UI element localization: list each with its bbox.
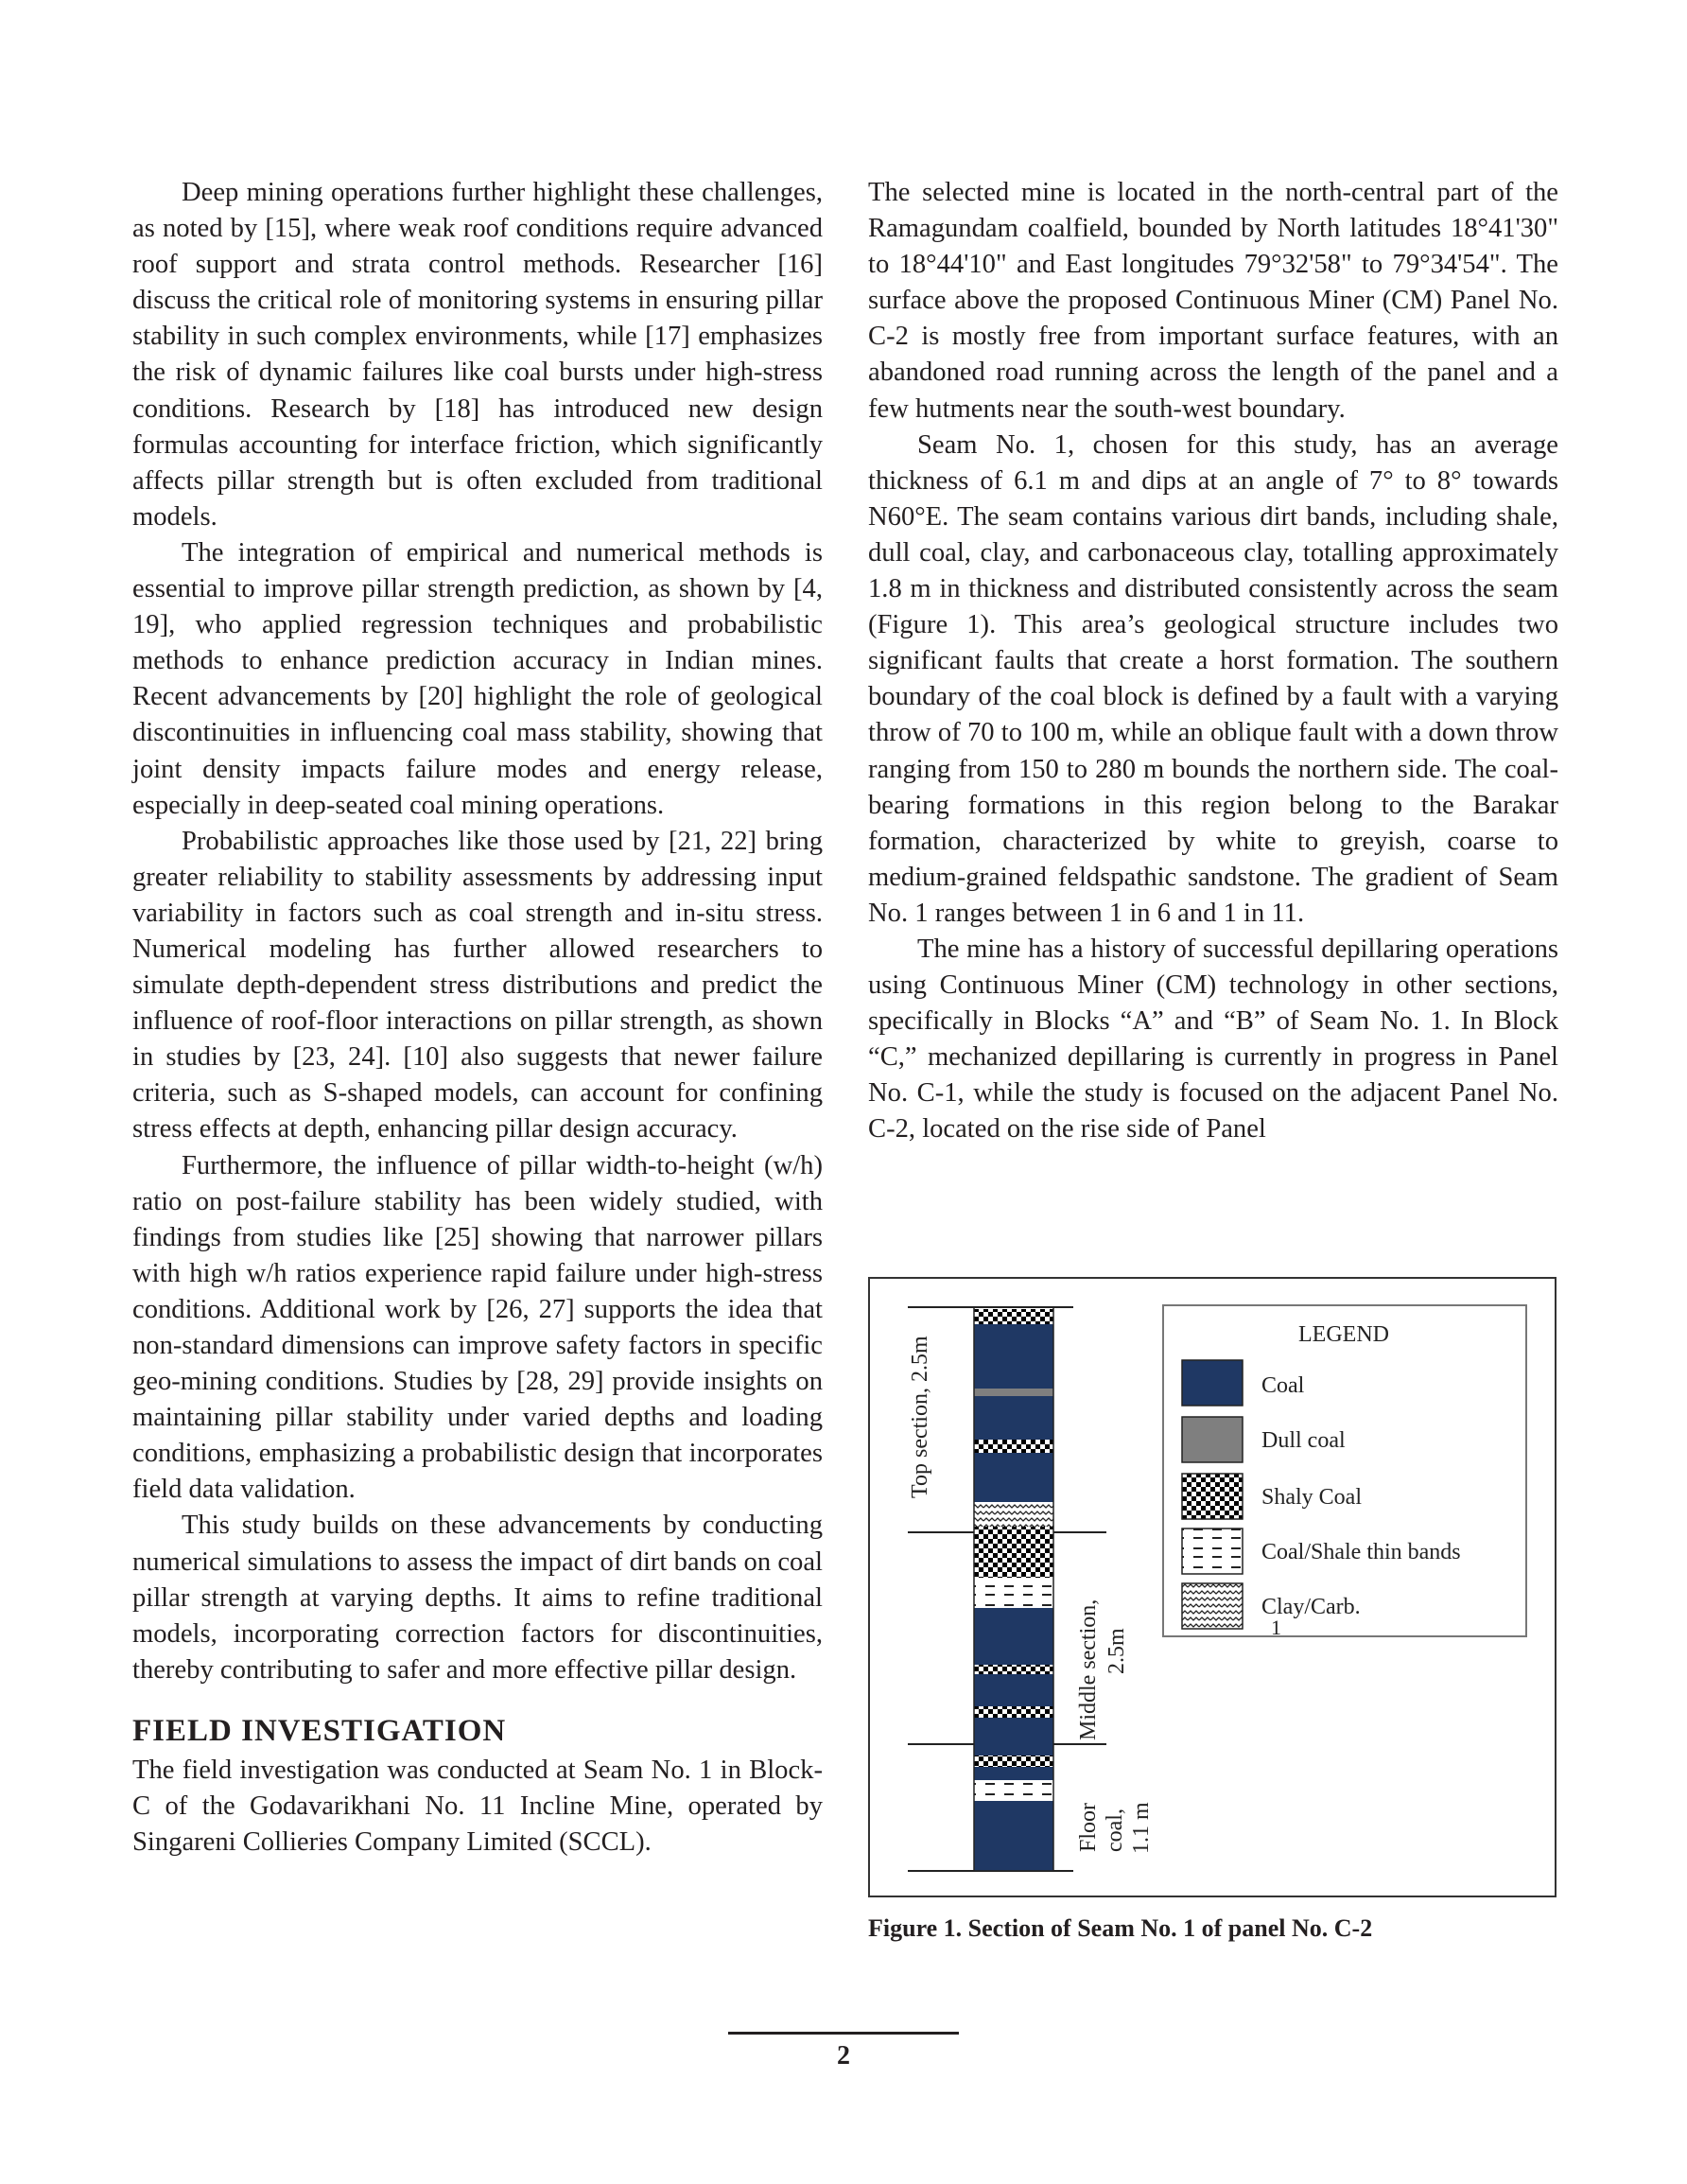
layer-coal — [974, 1674, 1053, 1706]
body-paragraph: Probabilistic approaches like those used by [21, 22] bring greater reliability to stability assessments by addressing input variability in factors such as coal strength and in-situ stress. Numerical modeling has further allowed researchers to simulate depth-dependent stress distributions and predict the influence of roof-floor interactions on pillar strength, as shown in studies by [23, 24]. [10] also suggests that newer failure criteria, such as S-shaped models, can account for confining stress effects at depth, enhancing pillar design accuracy. — [132, 826, 823, 1144]
layer-shaly-coal — [974, 1706, 1053, 1718]
legend-stray-mark: 1 — [1271, 1616, 1281, 1639]
floor-coal-label: coal, — [1103, 1808, 1127, 1852]
middle-section-label: Middle section, — [1076, 1599, 1101, 1740]
layer-thin-bands — [974, 1578, 1053, 1608]
page-number: 2 — [837, 2041, 850, 2070]
body-paragraph: This study builds on these advancements by conducting numerical simulations to assess the impact of dirt bands on coal pillar strength at varying depths. It aims to refine traditional models, incorporating correction factors for discontinuities, thereby contributing to safer and more effective pillar design. — [132, 1511, 823, 1685]
legend-label: Coal/Shale thin bands — [1261, 1540, 1461, 1564]
layer-coal — [974, 1801, 1053, 1871]
layer-coal — [974, 1396, 1053, 1440]
layer-coal — [974, 1718, 1053, 1756]
middle-section-label: 2.5m — [1104, 1628, 1129, 1674]
legend-label: Clay/Carb. — [1261, 1595, 1361, 1619]
layer-coal — [974, 1767, 1053, 1780]
body-paragraph: Furthermore, the influence of pillar width-to-height (w/h) ratio on post-failure stability has been widely studied, with findings from studies like [25] showing that narrower pillars with high w/h ratios experience rapid failure under high-stress conditions. Additional work by [26, 27] supports the idea that non-standard dimensions can improve safety factors in specific geo-mining conditions. Studies by [28, 29] provide insights on maintaining pillar stability under varied depths and loading conditions, emphasizing a probabilistic design that incorporates field data validation. — [132, 1150, 823, 1505]
floor-coal-label: 1.1 m — [1129, 1802, 1154, 1854]
legend-swatch-coal — [1182, 1360, 1243, 1406]
layer-coal — [974, 1608, 1053, 1665]
legend-label: Coal — [1261, 1373, 1305, 1398]
body-paragraph: The selected mine is located in the north-central part of the Ramagundam coalfield, bounded by North latitudes 18°41'30" to 18°44'10" and East longitudes 79°32'58" to 79°34'54". The surface above the proposed Continuous Miner (CM) Panel No. C-2 is mostly free from important surface features, with an abandoned road running across the length of the panel and a few hutments near the south-west boundary. — [868, 178, 1558, 424]
figure-caption: Figure 1. Section of Seam No. 1 of panel No. C-2 — [868, 1914, 1373, 1942]
body-paragraph: The field investigation was conducted at Seam No. 1 in Block-C of the Godavarikhani No. 11 Incline Mine, operated by Singareni Collieries Company Limited (SCCL). — [132, 1755, 823, 1858]
layer-shaly-coal — [974, 1756, 1053, 1767]
layer-shaly-coal — [974, 1527, 1053, 1578]
top-section-label: Top section, 2.5m — [908, 1336, 932, 1498]
footer-rule — [728, 2032, 959, 2035]
legend-label: Shaly Coal — [1261, 1485, 1362, 1510]
legend-label: Dull coal — [1261, 1428, 1346, 1453]
legend-swatch-clay — [1182, 1583, 1243, 1629]
layer-clay — [974, 1502, 1053, 1527]
section-heading: FIELD INVESTIGATION — [132, 1713, 507, 1748]
figure-seam-section — [868, 1277, 1557, 1897]
body-paragraph: Seam No. 1, chosen for this study, has an average thickness of 6.1 m and dips at an angle of 7° to 8° towards N60°E. The seam contains various dirt bands, including shale, dull coal, clay, and carbonaceous clay, totalling approximately 1.8 m in thickness and distributed consistently across the seam (Figure 1). This area’s geological structure includes two significant faults that create a horst formation. The southern boundary of the coal block is defined by a fault with a varying throw of 70 to 100 m, while an oblique fault with a down throw ranging from 150 to 280 m bounds the northern side. The coal-bearing formations in this region belong to the Barakar formation, characterized by white to greyish, coarse to medium-grained feldspathic sandstone. The gradient of Seam No. 1 ranges between 1 in 6 and 1 in 11. — [868, 429, 1558, 928]
body-paragraph: The mine has a history of successful depillaring operations using Continuous Miner (CM) technology in other sections, specifically in Blocks “A” and “B” of Seam No. 1. In Block “C,” mechanized depillaring is currently in progress in Panel No. C-1, while the study is focused on the adjacent Panel No. C-2, located on the rise side of Panel — [868, 934, 1558, 1144]
right-column — [868, 175, 1558, 1148]
legend-swatch-shaly-coal — [1182, 1474, 1243, 1519]
layer-shaly-coal — [974, 1665, 1053, 1674]
layer-thin-bands — [974, 1780, 1053, 1801]
layer-shaly-coal — [974, 1440, 1053, 1453]
legend-title: LEGEND — [1298, 1322, 1389, 1347]
layer-coal — [974, 1324, 1053, 1389]
body-paragraph: Deep mining operations further highlight these challenges, as noted by [15], where weak roof conditions require advanced roof support and strata control methods. Researcher [16] discuss the critical role of monitoring systems in ensuring pillar stability in such complex environments, while [17] emphasizes the risk of dynamic failures like coal bursts under high-stress conditions. Research by [18] has introduced new design formulas accounting for interface friction, which significantly affects pillar strength but is often excluded from traditional models. — [132, 178, 823, 532]
floor-coal-label: Floor — [1076, 1802, 1101, 1852]
layer-shaly-coal — [974, 1309, 1053, 1324]
layer-dull-coal — [974, 1389, 1053, 1396]
legend-swatch-dull-coal — [1182, 1417, 1243, 1462]
seam-section-diagram — [870, 1279, 1558, 1899]
legend — [1163, 1305, 1526, 1639]
legend-swatch-thin-bands — [1182, 1529, 1243, 1574]
layer-coal — [974, 1453, 1053, 1502]
seam-column — [974, 1307, 1053, 1871]
left-column — [132, 175, 823, 1861]
body-paragraph: The integration of empirical and numerical methods is essential to improve pillar strength prediction, as shown by [4, 19], who applied regression techniques and probabilistic methods to enhance prediction accuracy in Indian mines. Recent advancements by [20] highlight the role of geological discontinuities in influencing coal mass stability, showing that joint density impacts failure modes and energy release, especially in deep-seated coal mining operations. — [132, 537, 823, 820]
